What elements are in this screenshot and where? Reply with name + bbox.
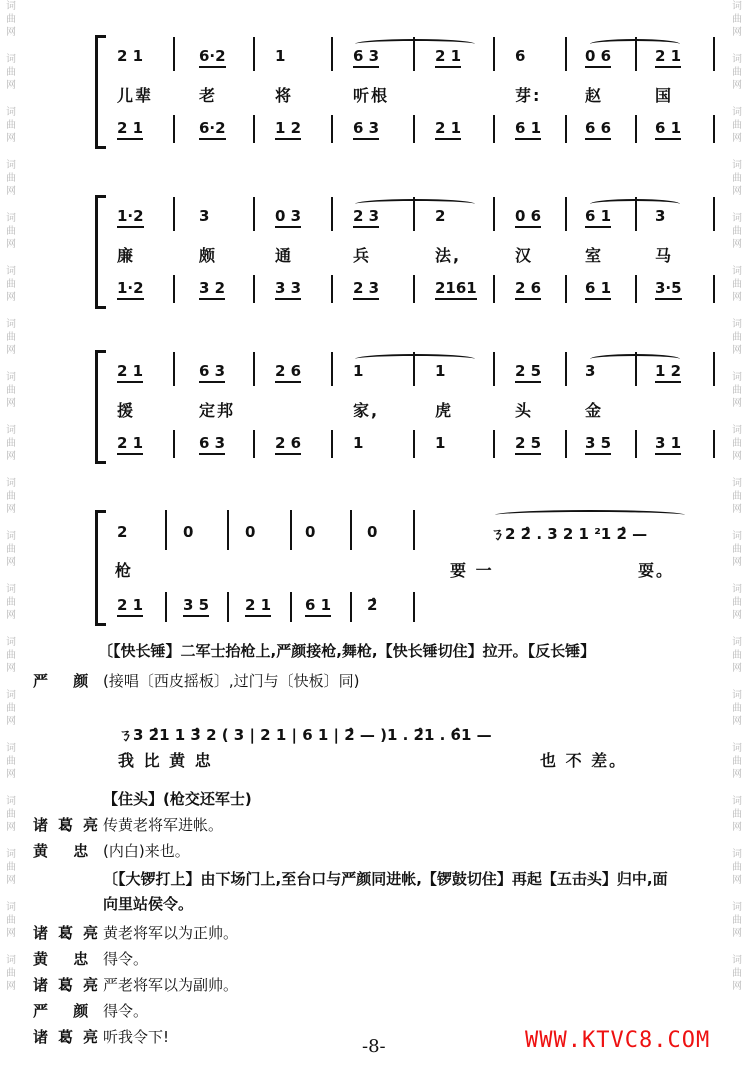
lyric: 通 <box>275 246 294 265</box>
watermark-glyph: 词 曲 网 <box>6 637 16 674</box>
lyric: 家, <box>353 401 380 420</box>
barline <box>173 275 175 303</box>
note-cell: 6 1 <box>655 119 681 140</box>
note-cell: 0 <box>367 523 378 541</box>
role-name: 严 颜 <box>33 1002 99 1020</box>
role-name: 诸葛亮 <box>33 816 109 834</box>
note-cell: 1 2 <box>275 119 301 140</box>
barline <box>713 197 715 231</box>
note-cell: 2 1 <box>245 596 271 617</box>
lyric: 法, <box>435 246 462 265</box>
note-cell: 0 <box>183 523 194 541</box>
slur <box>590 354 680 364</box>
note-cell: 3 5 <box>183 596 209 617</box>
lyric: 马 <box>655 246 674 265</box>
system-brace <box>95 35 106 149</box>
barline <box>173 430 175 458</box>
barline <box>173 37 175 71</box>
note-cell: 0 <box>245 523 256 541</box>
barline <box>253 37 255 71</box>
stage-direction: 【住头】(枪交还军士) <box>103 790 252 808</box>
watermark-glyph: 词 曲 网 <box>732 849 742 886</box>
barline <box>331 115 333 143</box>
note-cell: 1 2 <box>655 362 681 383</box>
note-cell: 3 <box>585 362 596 380</box>
lyric: 耍。 <box>638 561 675 580</box>
dialogue-text: (接唱〔西皮摇板〕,过门与〔快板〕同) <box>103 672 360 690</box>
note-cell: 0 6 <box>515 207 541 228</box>
lyric: 定邦 <box>199 401 236 420</box>
left-watermark <box>6 0 20 1007</box>
lyric: 国 <box>655 86 674 105</box>
note-cell: 1 <box>353 362 364 380</box>
watermark-glyph: 词 曲 网 <box>6 1 16 38</box>
note-cell: 2 6 <box>275 434 301 455</box>
slur <box>355 199 475 209</box>
barline <box>565 275 567 303</box>
score-system <box>95 350 720 462</box>
barline <box>173 115 175 143</box>
barline <box>253 197 255 231</box>
watermark-glyph: 词 曲 网 <box>6 849 16 886</box>
lyric: 室 <box>585 246 604 265</box>
watermark-glyph: 词 曲 网 <box>6 54 16 91</box>
lyric: 也 不 差。 <box>540 751 628 770</box>
note-cell: 2 1 <box>117 596 143 617</box>
watermark-glyph: 词 曲 网 <box>732 54 742 91</box>
note-cell: 2 1 <box>117 362 143 383</box>
note-cell: 1 <box>275 47 286 65</box>
barline <box>165 592 167 622</box>
note-cell: 1 <box>435 434 446 452</box>
barline <box>413 275 415 303</box>
note-cell: 2 3 <box>353 279 379 300</box>
barline <box>713 430 715 458</box>
barline <box>493 430 495 458</box>
watermark-glyph: 词 曲 网 <box>732 690 742 727</box>
watermark-glyph: 词 曲 网 <box>732 955 742 992</box>
dialogue-text: 听我令下! <box>103 1028 170 1046</box>
barline <box>290 510 292 550</box>
barline <box>413 115 415 143</box>
note-cell: 2̂ <box>367 596 378 614</box>
lyric: 兵 <box>353 246 372 265</box>
role-name: 诸葛亮 <box>33 976 109 994</box>
note-cell: 6·2 <box>199 47 226 68</box>
barline <box>565 197 567 231</box>
lyric: 虎 <box>435 401 454 420</box>
barline <box>635 275 637 303</box>
slur <box>495 510 685 520</box>
note-cell: 6 3 <box>353 47 379 68</box>
note-cell: 2 3 <box>353 207 379 228</box>
note-cell: 2 1 <box>435 47 461 68</box>
note-cell: 0 6 <box>585 47 611 68</box>
lyric: 听根 <box>353 86 390 105</box>
page-number: -8- <box>362 1036 386 1057</box>
stage-direction: 向里站侯令。 <box>103 895 194 913</box>
barline <box>173 197 175 231</box>
note-cell: 2 1 <box>117 119 143 140</box>
barline <box>331 37 333 71</box>
watermark-glyph: 词 曲 网 <box>732 743 742 780</box>
slur <box>355 354 475 364</box>
barline <box>331 352 333 386</box>
score-system <box>95 35 720 147</box>
watermark-glyph: 词 曲 网 <box>732 1 742 38</box>
barline <box>413 592 415 622</box>
barline <box>331 275 333 303</box>
barline <box>565 115 567 143</box>
watermark-glyph: 词 曲 网 <box>6 690 16 727</box>
barline <box>290 592 292 622</box>
barline <box>493 115 495 143</box>
watermark-glyph: 词 曲 网 <box>6 743 16 780</box>
watermark-glyph: 词 曲 网 <box>732 107 742 144</box>
barline <box>493 352 495 386</box>
watermark-glyph: 词 曲 网 <box>732 319 742 356</box>
barline <box>713 352 715 386</box>
note-cell: 3 <box>199 207 210 225</box>
watermark-glyph: 词 曲 网 <box>732 902 742 939</box>
note-cell: 6 1 <box>585 279 611 300</box>
lyric: 赵 <box>585 86 604 105</box>
dialogue-text: 得令。 <box>103 950 149 968</box>
watermark-glyph: 词 曲 网 <box>732 160 742 197</box>
barline <box>635 430 637 458</box>
lyric: 芽: <box>515 86 542 105</box>
system-brace <box>95 510 106 626</box>
score-system <box>95 195 720 307</box>
watermark-glyph: 词 曲 网 <box>6 372 16 409</box>
barline <box>565 352 567 386</box>
barline <box>413 430 415 458</box>
barline <box>713 37 715 71</box>
free-rhythm-top: ㄋ2 2̂ . 3 2 1 ²1 2̂ — <box>490 525 648 543</box>
lyric: 儿辈 <box>117 86 154 105</box>
note-cell: 3 5 <box>585 434 611 455</box>
watermark-glyph: 词 曲 网 <box>6 266 16 303</box>
watermark-glyph: 词 曲 网 <box>6 796 16 833</box>
watermark-glyph: 词 曲 网 <box>732 213 742 250</box>
note-cell: 1·2 <box>117 279 144 300</box>
watermark-glyph: 词 曲 网 <box>732 478 742 515</box>
barline <box>253 352 255 386</box>
note-cell: 2 1 <box>117 47 144 65</box>
lyric: 枪 <box>115 561 134 580</box>
note-cell: 2 5 <box>515 434 541 455</box>
note-cell: 2 1 <box>435 119 461 140</box>
watermark-glyph: 词 曲 网 <box>6 107 16 144</box>
watermark-glyph: 词 曲 网 <box>6 160 16 197</box>
note-cell: 6 3 <box>199 362 225 383</box>
note-cell: 6 1 <box>515 119 541 140</box>
lyric: 要 一 <box>450 561 494 580</box>
dialogue-text: 得令。 <box>103 1002 149 1020</box>
lyric: 廉 <box>117 246 136 265</box>
role-name: 严 颜 <box>33 672 99 690</box>
watermark-glyph: 词 曲 网 <box>732 425 742 462</box>
lyric: 将 <box>275 86 294 105</box>
watermark-glyph: 词 曲 网 <box>6 478 16 515</box>
barline <box>227 510 229 550</box>
barline <box>635 115 637 143</box>
note-cell: 2 5 <box>515 362 541 383</box>
note-cell: 3·5 <box>655 279 682 300</box>
note-cell: 2 <box>435 207 446 225</box>
lyric: 老 <box>199 86 218 105</box>
watermark-glyph: 词 曲 网 <box>732 796 742 833</box>
note-cell: 6 3 <box>353 119 379 140</box>
dialogue-text: 严老将军以为副帅。 <box>103 976 239 994</box>
barline <box>253 115 255 143</box>
note-cell: 3 1 <box>655 434 681 455</box>
note-cell: 2161 <box>435 279 477 300</box>
note-cell: 2 1 <box>117 434 143 455</box>
watermark-glyph: 词 曲 网 <box>6 319 16 356</box>
barline <box>713 275 715 303</box>
role-name: 诸葛亮 <box>33 1028 109 1046</box>
note-cell: 2 1 <box>655 47 681 68</box>
watermark-glyph: 词 曲 网 <box>6 584 16 621</box>
note-cell: 2 6 <box>275 362 301 383</box>
barline <box>331 197 333 231</box>
note-cell: 2 <box>117 523 128 541</box>
note-cell: 6·2 <box>199 119 226 140</box>
stage-direction: 〔【大锣打上】由下场门上,至台口与严颜同进帐,【锣鼓切住】再起【五击头】归中,面 <box>103 870 668 888</box>
note-cell: 3 3 <box>275 279 301 300</box>
barline <box>173 352 175 386</box>
slur <box>355 39 475 49</box>
lyric: 援 <box>117 401 136 420</box>
note-cell: 0 <box>305 523 316 541</box>
lyric: 头 <box>515 401 534 420</box>
barline <box>493 197 495 231</box>
note-cell: 1 <box>435 362 446 380</box>
lyric: 我 比 黄 忠 <box>118 751 213 770</box>
lyric: 金 <box>585 401 604 420</box>
right-watermark <box>732 0 746 1007</box>
system-brace <box>95 350 106 464</box>
note-cell: 0 3 <box>275 207 301 228</box>
free-rhythm-line: ㄋ3 2̂1 1 3̂ 2 ( 3 | 2 1 | 6 1 | 2̂ — )1 . 2̂1 . 6̂1 — <box>118 726 492 744</box>
barline <box>493 37 495 71</box>
note-cell: 6 3 <box>199 434 225 455</box>
watermark-glyph: 词 曲 网 <box>732 584 742 621</box>
role-name: 黄 忠 <box>33 950 99 968</box>
barline <box>253 275 255 303</box>
barline <box>565 430 567 458</box>
barline <box>713 115 715 143</box>
watermark-glyph: 词 曲 网 <box>732 266 742 303</box>
dialogue-text: 传黄老将军进帐。 <box>103 816 224 834</box>
watermark-glyph: 词 曲 网 <box>6 213 16 250</box>
stage-direction: 〔【快长锤】二军士抬枪上,严颜接枪,舞枪,【快长锤切住】拉开。【反长锤】 <box>98 642 596 660</box>
watermark-glyph: 词 曲 网 <box>6 531 16 568</box>
note-cell: 6 <box>515 47 526 65</box>
barline <box>493 275 495 303</box>
lyric: 颇 <box>199 246 218 265</box>
role-name: 诸葛亮 <box>33 924 109 942</box>
watermark-glyph: 词 曲 网 <box>732 531 742 568</box>
note-cell: 6 1 <box>585 207 611 228</box>
score-system-4 <box>95 510 720 622</box>
note-cell: 6 6 <box>585 119 611 140</box>
watermark-glyph: 词 曲 网 <box>6 955 16 992</box>
note-cell: 3 2 <box>199 279 225 300</box>
system-brace <box>95 195 106 309</box>
note-cell: 6 1 <box>305 596 331 617</box>
note-cell: 1 <box>353 434 364 452</box>
barline <box>350 510 352 550</box>
barline <box>350 592 352 622</box>
role-name: 黄 忠 <box>33 842 99 860</box>
watermark-glyph: 词 曲 网 <box>732 637 742 674</box>
note-cell: 2 6 <box>515 279 541 300</box>
barline <box>227 592 229 622</box>
note-cell: 1·2 <box>117 207 144 228</box>
slur <box>590 199 680 209</box>
note-cell: 3 <box>655 207 666 225</box>
barline <box>253 430 255 458</box>
barline <box>331 430 333 458</box>
watermark-glyph: 词 曲 网 <box>732 372 742 409</box>
dialogue-text: (内白)来也。 <box>103 842 190 860</box>
lyric: 汉 <box>515 246 534 265</box>
slur <box>590 39 680 49</box>
barline <box>565 37 567 71</box>
barline <box>165 510 167 550</box>
watermark-glyph: 词 曲 网 <box>6 425 16 462</box>
site-watermark: WWW.KTVC8.COM <box>525 1028 711 1053</box>
watermark-glyph: 词 曲 网 <box>6 902 16 939</box>
dialogue-text: 黄老将军以为正帅。 <box>103 924 239 942</box>
barline <box>413 510 415 550</box>
